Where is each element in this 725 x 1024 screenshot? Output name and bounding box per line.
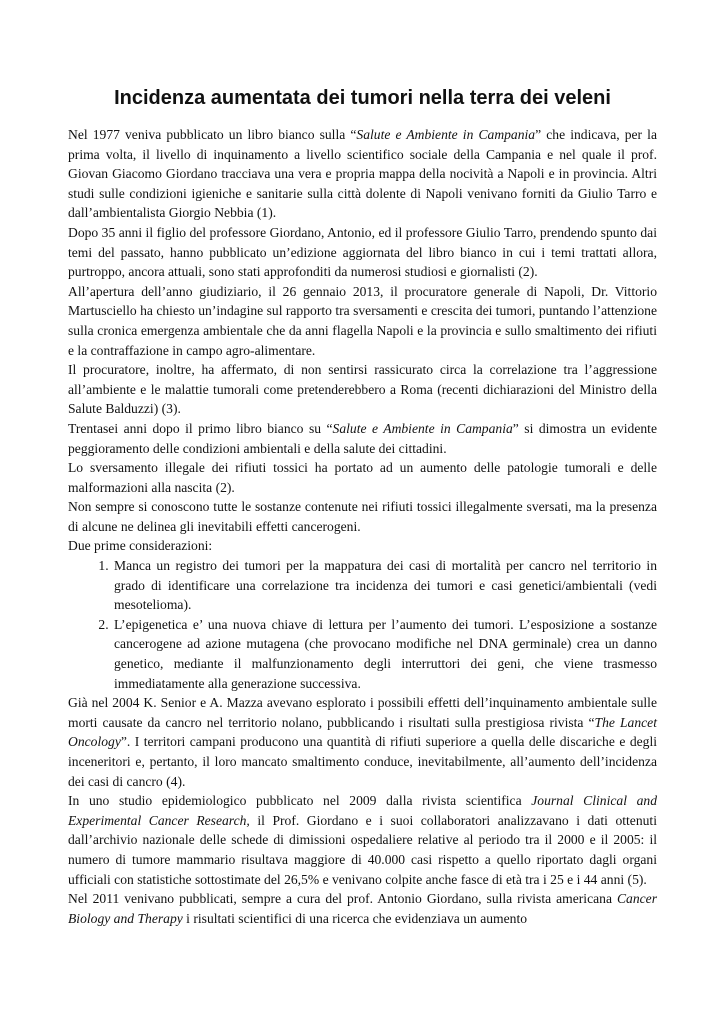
list-item: 2. L’epigenetica e’ una nuova chiave di lettura per l’aumento dei tumori. L’esposizione a sostanze cancerogene ad azione mutagena (che provocano modifiche nel DNA germinale) crea un danno genetico, mediante il malfunzionamento degli interruttori dei geni, che viene trasmesso immediatamente alla generazione successiva. xyxy=(112,615,657,693)
paragraph-9-italic: The Lancet Oncology xyxy=(68,714,657,750)
paragraph-9-text-c: ”. I territori campani producono una quantità di rifiuti superiore a quella delle discariche e degli inceneritori e, pertanto, il loro mancato smaltimento conduce, inevitabilmente, all’aumento dell’incidenza dei casi di cancro (4). xyxy=(68,734,657,789)
paragraph-3: All’apertura dell’anno giudiziario, il 26 gennaio 2013, il procuratore generale di Napoli, Dr. Vittorio Martusciello ha chiesto un’indagine sul rapporto tra sversamenti e crescita dei tumori, puntando l’attenzione sulla cronica emergenza ambientale che da anni flagella Napoli e la provincia e sullo smaltimento dei rifiuti e la contraffazione in campo agro-alimentare. xyxy=(68,283,657,358)
paragraph-9-text-a: Già nel 2004 K. Senior e A. Mazza avevano esplorato i possibili effetti dell’inquinamento ambientale sulle morti causate da cancro nel territorio nolano, pubblicando i risultati sulla prestigiosa rivista “ xyxy=(68,695,657,730)
paragraph-8: Due prime considerazioni: xyxy=(68,538,213,554)
considerations-list xyxy=(68,556,657,693)
paragraph-11 xyxy=(68,889,657,928)
paragraph-11-text-c: i risultati scientifici di una ricerca che evidenziava un aumento xyxy=(182,910,528,926)
paragraph-7: Non sempre si conoscono tutte le sostanze contenute nei rifiuti tossici illegalmente sversati, ma la presenza di alcune ne delinea gli inevitabili effetti cancerogeni. xyxy=(68,499,657,534)
paragraph-1-text-a: Nel 1977 veniva pubblicato un libro bianco sulla “ xyxy=(68,127,357,142)
paragraph-5 xyxy=(68,419,657,458)
paragraph-11-italic: Cancer Biology and Therapy xyxy=(68,891,657,926)
paragraph-2: Dopo 35 anni il figlio del professore Giordano, Antonio, ed il professore Giulio Tarro, prendendo spunto dai temi del passato, hanno pubblicato un’edizione aggiornata del libro bianco in cui i temi trattati allora, purtroppo, ancora attuali, sono stati approfonditi da numerosi studiosi e giornalisti (2). xyxy=(68,224,657,280)
paragraph-5-text-a: Trentasei anni dopo il primo libro bianco su “ xyxy=(68,420,333,436)
paragraph-1-italic: Salute e Ambiente in Campania xyxy=(356,127,536,142)
paragraph-6: Lo sversamento illegale dei rifiuti tossici ha portato ad un aumento delle patologie tumorali e delle malformazioni alla nascita (2). xyxy=(68,460,657,495)
paragraph-4: Il procuratore, inoltre, ha affermato, di non sentirsi rassicurato circa la correlazione tra l’aggressione all’ambiente e le malattie tumorali come pretenderebbero a Roma (recenti dichiarazioni del Ministro della Salute Balduzzi) (3). xyxy=(68,362,657,417)
paragraph-5-italic: Salute e Ambiente in Campania xyxy=(332,420,513,436)
paragraph-9 xyxy=(68,693,657,791)
paragraph-5-text-c: ” si dimostra un evidente peggioramento delle condizioni ambientali e della salute dei cittadini. xyxy=(68,420,657,456)
article-title: Incidenza aumentata dei tumori nella terra dei veleni xyxy=(114,87,611,109)
paragraph-10-text-a: In uno studio epidemiologico pubblicato nel 2009 dalla rivista scientifica xyxy=(68,793,532,809)
paragraph-1-text-c: ” che indicava, per la prima volta, il livello di inquinamento a livello scientifico sociale della Campania e nel quale il prof. Giovan Giacomo Giordano tracciava una vera e propria mappa della nocività a Napoli e in provincia. Altri studi sulle condizioni igieniche e sanitarie sulla città dolente di Napoli venivano forniti da Giulio Tarro e dall’ambientalista Giorgio Nebbia (1). xyxy=(68,127,657,221)
paragraph-10-text-c: il Prof. Giordano e i suoi collaboratori analizzavano i dati ottenuti dall’archivio nazionale delle schede di dimissioni ospedaliere relative al periodo tra il 2000 e il 2005: il numero di tumore mammario risultava maggiore di 40.000 casi rispetto a quello riportato dagli organi ufficiali con statistiche sottostimate del 26,5% e venivano colpite anche fasce di età tra i 25 e i 44 anni (5). xyxy=(68,812,657,887)
paragraph-10 xyxy=(68,791,657,889)
paragraph-10-italic: Journal Clinical and Experimental Cancer Research, xyxy=(68,793,657,828)
paragraph-11-text-a: Nel 2011 venivano pubblicati, sempre a cura del prof. Antonio Giordano, sulla rivista americana xyxy=(68,891,617,907)
list-item: 1. Manca un registro dei tumori per la mappatura dei casi di mortalità per cancro nel territorio in grado di identificare una correlazione tra incidenza dei tumori e casi genetici/ambientali (vedi mesotelioma). xyxy=(112,556,657,615)
paragraph-1 xyxy=(68,125,657,223)
document-page xyxy=(68,86,657,928)
